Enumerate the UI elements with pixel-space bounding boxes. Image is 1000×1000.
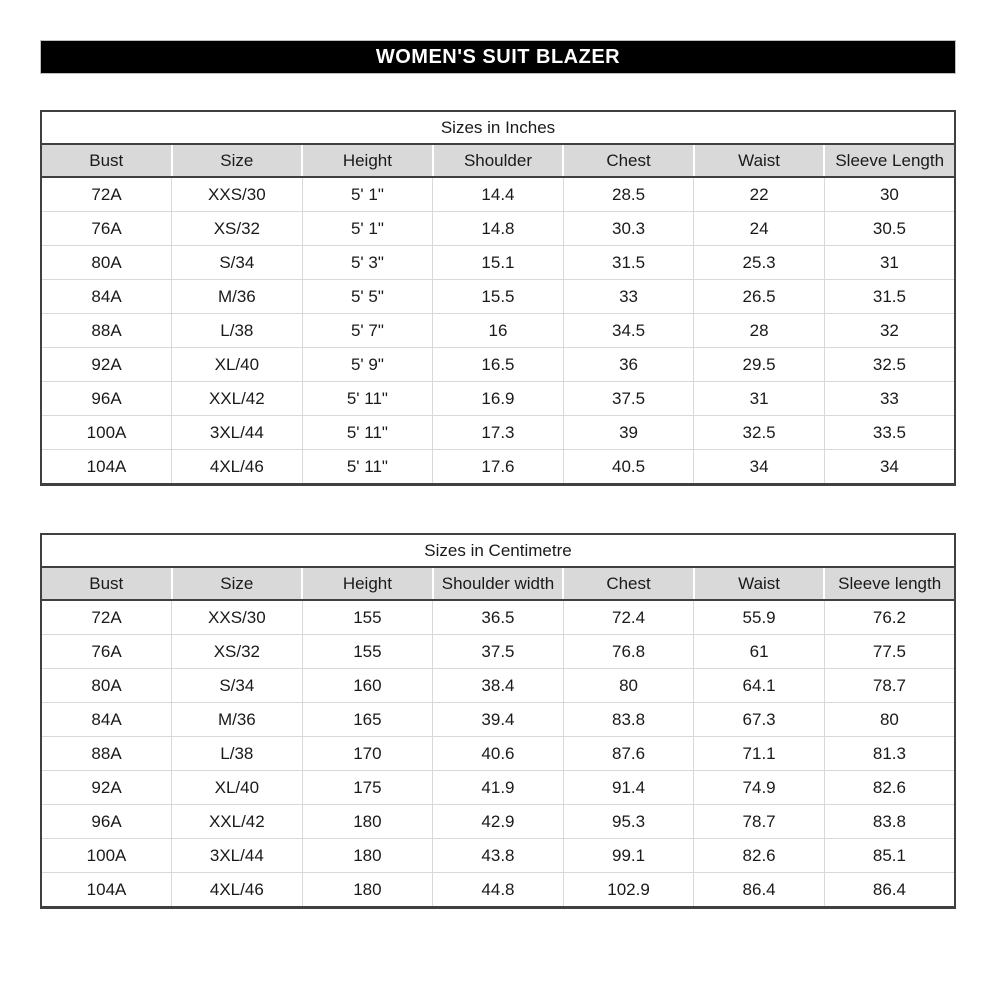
table-cell: 3XL/44 (172, 839, 303, 873)
size-table-centimetre (40, 533, 956, 909)
table-cell: XL/40 (172, 348, 303, 382)
table-cell: 5' 3" (302, 246, 433, 280)
table-cell: 91.4 (563, 771, 694, 805)
table-cell: 82.6 (824, 771, 955, 805)
table-cell: 180 (302, 839, 433, 873)
table-cell: XS/32 (172, 635, 303, 669)
table-cell: 4XL/46 (172, 873, 303, 908)
table-cell: 83.8 (824, 805, 955, 839)
table-cell: 104A (41, 873, 172, 908)
table-cell: 26.5 (694, 280, 825, 314)
table-cell: 95.3 (563, 805, 694, 839)
column-header: Height (302, 144, 433, 177)
table-cell: M/36 (172, 703, 303, 737)
column-header: Size (172, 144, 303, 177)
table-row (41, 805, 955, 839)
table-cell: 104A (41, 450, 172, 485)
table-cell: 17.3 (433, 416, 564, 450)
table-header-row (41, 144, 955, 177)
table-row (41, 600, 955, 635)
table-cell: 71.1 (694, 737, 825, 771)
table-cell: 30 (824, 177, 955, 212)
table-cell: 33 (563, 280, 694, 314)
table-cell: 24 (694, 212, 825, 246)
table-cell: 76A (41, 212, 172, 246)
table-cell: 40.5 (563, 450, 694, 485)
table-cell: 78.7 (824, 669, 955, 703)
column-header: Sleeve Length (824, 144, 955, 177)
table-cell: XXS/30 (172, 177, 303, 212)
table-cell: 39 (563, 416, 694, 450)
table-cell: 76.8 (563, 635, 694, 669)
column-header: Bust (41, 567, 172, 600)
table-row (41, 771, 955, 805)
table-cell: 155 (302, 635, 433, 669)
table-cell: 85.1 (824, 839, 955, 873)
table-row (41, 212, 955, 246)
table-cell: 28 (694, 314, 825, 348)
table-cell: 42.9 (433, 805, 564, 839)
table-cell: 34 (824, 450, 955, 485)
table-cell: 83.8 (563, 703, 694, 737)
table-cell: 92A (41, 348, 172, 382)
table-cell: 31.5 (563, 246, 694, 280)
table-row (41, 416, 955, 450)
table-cell: 37.5 (433, 635, 564, 669)
table-cell: 72A (41, 600, 172, 635)
table-cell: XXL/42 (172, 382, 303, 416)
table-row (41, 839, 955, 873)
table-row (41, 873, 955, 908)
table-cell: 88A (41, 314, 172, 348)
table-cell: 34.5 (563, 314, 694, 348)
column-header: Height (302, 567, 433, 600)
table-cell: 82.6 (694, 839, 825, 873)
table-row (41, 246, 955, 280)
table-cell: 5' 9" (302, 348, 433, 382)
table-cell: 86.4 (694, 873, 825, 908)
table-cell: 80A (41, 246, 172, 280)
table-cell: 81.3 (824, 737, 955, 771)
table-cell: 36 (563, 348, 694, 382)
table-row (41, 382, 955, 416)
table-cell: XS/32 (172, 212, 303, 246)
table-title-row (41, 111, 955, 144)
table-cell: 32.5 (694, 416, 825, 450)
table-cell: 16 (433, 314, 564, 348)
table-cell: 72A (41, 177, 172, 212)
table-cell: 22 (694, 177, 825, 212)
table-cell: 88A (41, 737, 172, 771)
table-cell: 84A (41, 280, 172, 314)
table-cell: XL/40 (172, 771, 303, 805)
table-cell: 87.6 (563, 737, 694, 771)
table-row (41, 450, 955, 485)
table-row (41, 348, 955, 382)
page-title: WOMEN'S SUIT BLAZER (375, 45, 621, 68)
table-row (41, 314, 955, 348)
table-cell: 3XL/44 (172, 416, 303, 450)
table-cell: 5' 7" (302, 314, 433, 348)
page-title-bar (40, 40, 956, 74)
table-cell: 44.8 (433, 873, 564, 908)
table-cell: 33.5 (824, 416, 955, 450)
table-cell: 96A (41, 805, 172, 839)
table-cell: 29.5 (694, 348, 825, 382)
table-cell: 170 (302, 737, 433, 771)
column-header: Waist (694, 144, 825, 177)
table-cell: 31.5 (824, 280, 955, 314)
table-cell: 180 (302, 805, 433, 839)
table-cell: 15.1 (433, 246, 564, 280)
table-title-row (41, 534, 955, 567)
table-cell: 36.5 (433, 600, 564, 635)
table-cell: 4XL/46 (172, 450, 303, 485)
table-cell: 30.5 (824, 212, 955, 246)
table-cell: XXS/30 (172, 600, 303, 635)
table-cell: 155 (302, 600, 433, 635)
column-header: Sleeve length (824, 567, 955, 600)
table-cell: 5' 1" (302, 177, 433, 212)
table-cell: 100A (41, 416, 172, 450)
table-cell: 76.2 (824, 600, 955, 635)
table-cell: 5' 11" (302, 382, 433, 416)
table-cell: 102.9 (563, 873, 694, 908)
table-cell: S/34 (172, 246, 303, 280)
table-row (41, 177, 955, 212)
table-cell: 41.9 (433, 771, 564, 805)
table-cell: 165 (302, 703, 433, 737)
table-header-row (41, 567, 955, 600)
table-cell: 14.8 (433, 212, 564, 246)
table-cell: L/38 (172, 314, 303, 348)
table-cell: 99.1 (563, 839, 694, 873)
table-cell: S/34 (172, 669, 303, 703)
table-cell: 16.5 (433, 348, 564, 382)
table-row (41, 737, 955, 771)
table-cell: 37.5 (563, 382, 694, 416)
table-row (41, 280, 955, 314)
table-cell: 80A (41, 669, 172, 703)
table-cell: 25.3 (694, 246, 825, 280)
table-cell: 33 (824, 382, 955, 416)
table-cell: 96A (41, 382, 172, 416)
table-cell: 180 (302, 873, 433, 908)
table-cell: 34 (694, 450, 825, 485)
table-cell: 5' 1" (302, 212, 433, 246)
table-cell: 84A (41, 703, 172, 737)
column-header: Bust (41, 144, 172, 177)
table-cell: 92A (41, 771, 172, 805)
column-header: Shoulder (433, 144, 564, 177)
table-cell: 38.4 (433, 669, 564, 703)
table-cell: 40.6 (433, 737, 564, 771)
table-cell: 80 (563, 669, 694, 703)
table-cell: 39.4 (433, 703, 564, 737)
table-cell: 78.7 (694, 805, 825, 839)
table-cell: 5' 11" (302, 416, 433, 450)
table-cell: 64.1 (694, 669, 825, 703)
table-cell: 67.3 (694, 703, 825, 737)
table-cell: 72.4 (563, 600, 694, 635)
size-table-inches (40, 110, 956, 486)
table-row (41, 669, 955, 703)
column-header: Waist (694, 567, 825, 600)
table-cell: 28.5 (563, 177, 694, 212)
table-cell: 74.9 (694, 771, 825, 805)
table-cell: 5' 11" (302, 450, 433, 485)
table-cell: 31 (824, 246, 955, 280)
table-cell: 77.5 (824, 635, 955, 669)
table-cell: 32.5 (824, 348, 955, 382)
table-cell: 43.8 (433, 839, 564, 873)
table-cell: 55.9 (694, 600, 825, 635)
table-cell: 14.4 (433, 177, 564, 212)
table-cell: 17.6 (433, 450, 564, 485)
column-header: Size (172, 567, 303, 600)
table-cell: L/38 (172, 737, 303, 771)
table-title: Sizes in Centimetre (41, 534, 955, 567)
column-header: Chest (563, 567, 694, 600)
table-cell: XXL/42 (172, 805, 303, 839)
table-cell: 15.5 (433, 280, 564, 314)
table-title: Sizes in Inches (41, 111, 955, 144)
table-cell: M/36 (172, 280, 303, 314)
table-cell: 175 (302, 771, 433, 805)
table-cell: 30.3 (563, 212, 694, 246)
table-cell: 100A (41, 839, 172, 873)
table-cell: 5' 5" (302, 280, 433, 314)
column-header: Shoulder width (433, 567, 564, 600)
table-cell: 80 (824, 703, 955, 737)
column-header: Chest (563, 144, 694, 177)
table-cell: 16.9 (433, 382, 564, 416)
table-row (41, 635, 955, 669)
table-cell: 160 (302, 669, 433, 703)
table-cell: 61 (694, 635, 825, 669)
table-cell: 31 (694, 382, 825, 416)
table-cell: 76A (41, 635, 172, 669)
table-cell: 32 (824, 314, 955, 348)
table-cell: 86.4 (824, 873, 955, 908)
table-row (41, 703, 955, 737)
